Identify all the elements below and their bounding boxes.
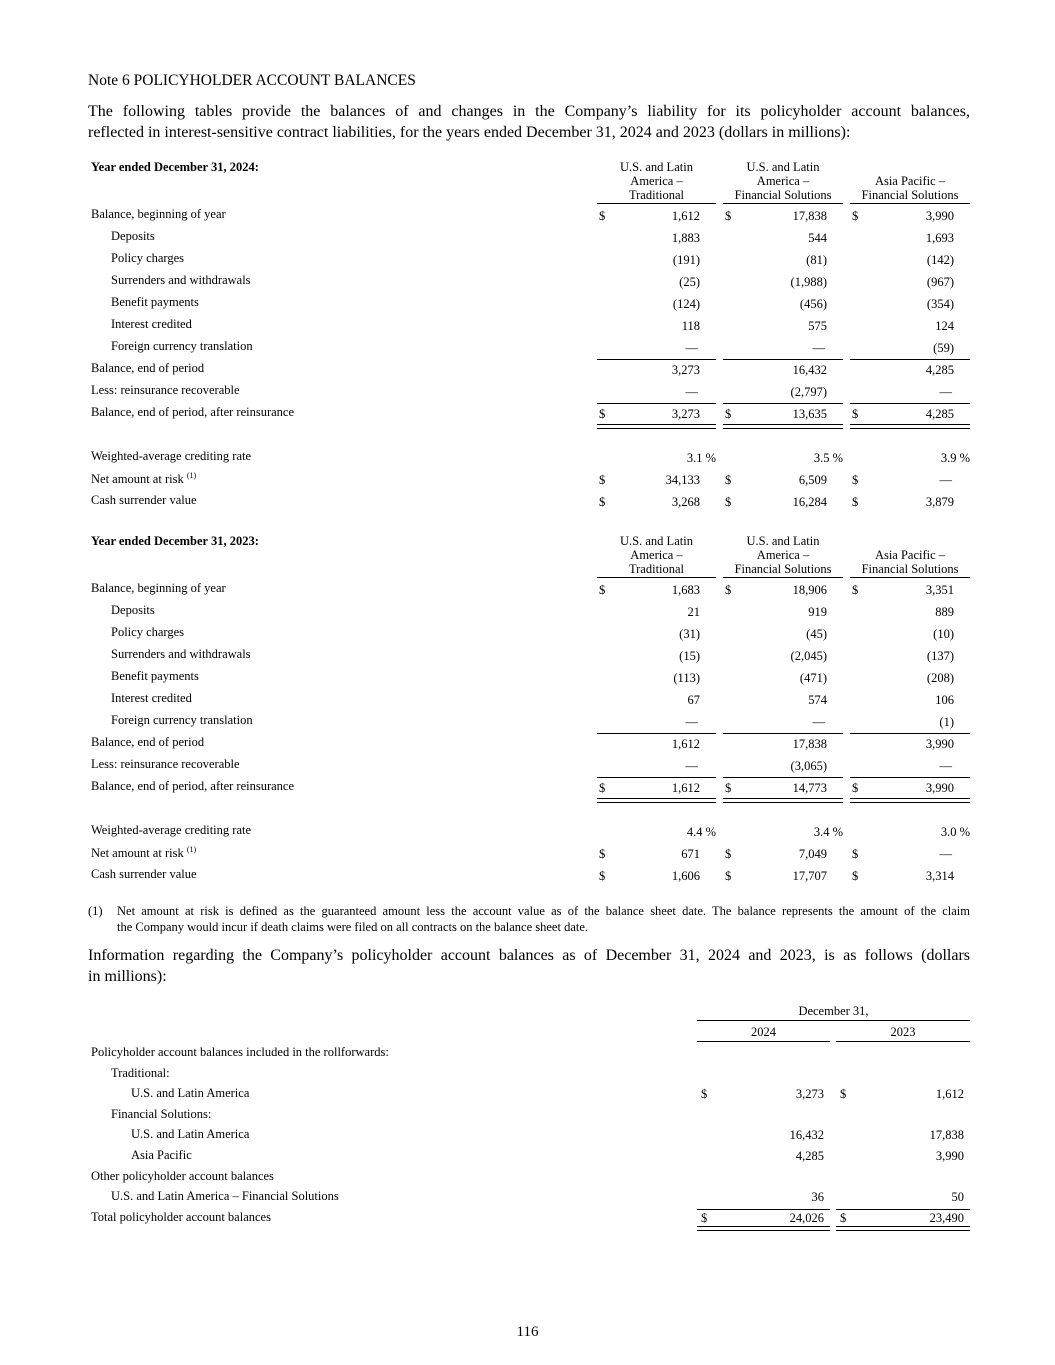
cell-value: 17,838 bbox=[929, 1128, 964, 1142]
cell-value: 1,612 bbox=[671, 209, 700, 223]
col3-header-line: Financial Solutions bbox=[861, 562, 959, 576]
header-underline bbox=[723, 577, 843, 578]
cell-value: 574 bbox=[808, 693, 827, 707]
cell-value: 671 bbox=[681, 847, 700, 861]
summary-row-label: Other policyholder account balances bbox=[91, 1169, 274, 1183]
currency-symbol: $ bbox=[599, 869, 606, 883]
summary-row-label: Total policyholder account balances bbox=[91, 1210, 271, 1224]
subtotal-rule bbox=[836, 1209, 970, 1210]
cell-value: 4.4 % bbox=[686, 825, 716, 839]
summary-row-label: Policyholder account balances included in the rollforwards: bbox=[91, 1045, 389, 1059]
cell-value: 118 bbox=[681, 319, 700, 333]
cell-value: 17,838 bbox=[792, 209, 827, 223]
col2-header-line: America – bbox=[756, 174, 810, 188]
row-label: Less: reinsurance recoverable bbox=[91, 757, 240, 771]
header-underline bbox=[697, 1020, 970, 1021]
table-2024-heading: Year ended December 31, 2024: bbox=[91, 160, 259, 174]
row-label: Benefit payments bbox=[111, 669, 199, 683]
subtotal-rule bbox=[850, 777, 970, 778]
subtotal-rule bbox=[723, 403, 843, 404]
cell-value: — bbox=[685, 715, 698, 729]
footnote-line-1: Net amount at risk is defined as the guaranteed amount less the account value as of the balance sheet date. The balance represents the amount of the claim bbox=[117, 904, 970, 918]
intro-line-1: The following tables provide the balances of and changes in the Company’s liability for its policyholder account balances, bbox=[88, 103, 970, 120]
cell-value: — bbox=[685, 759, 698, 773]
row-label: Policy charges bbox=[111, 251, 185, 265]
stat-label-text: Cash surrender value bbox=[91, 493, 197, 507]
cell-value: (456) bbox=[799, 297, 827, 311]
cell-value: 544 bbox=[808, 231, 827, 245]
cell-value: 3,273 bbox=[671, 407, 700, 421]
cell-value: (31) bbox=[679, 627, 700, 641]
cell-value: 50 bbox=[951, 1190, 964, 1204]
stat-label bbox=[91, 845, 196, 861]
row-label: Less: reinsurance recoverable bbox=[91, 383, 240, 397]
footnote-ref: (1) bbox=[186, 845, 197, 854]
cell-value: (471) bbox=[799, 671, 827, 685]
cell-value: 17,838 bbox=[792, 737, 827, 751]
table-2023-col2-header bbox=[723, 534, 843, 576]
currency-symbol: $ bbox=[852, 407, 859, 421]
col2-header-line: U.S. and Latin bbox=[746, 534, 820, 548]
cell-value: 3,268 bbox=[671, 495, 700, 509]
cell-value: (113) bbox=[673, 671, 700, 685]
cell-value: 4,285 bbox=[925, 363, 954, 377]
total-double-rule bbox=[723, 798, 843, 803]
cell-value: (137) bbox=[926, 649, 954, 663]
cell-value: 3.0 % bbox=[940, 825, 970, 839]
subtotal-rule bbox=[723, 777, 843, 778]
cell-value: — bbox=[939, 385, 952, 399]
row-label: Interest credited bbox=[111, 691, 192, 705]
info-line-2: in millions): bbox=[88, 968, 167, 985]
stat-label-text: Weighted-average crediting rate bbox=[91, 449, 252, 463]
cell-value: (2,797) bbox=[790, 385, 827, 399]
cell-value: 3.5 % bbox=[813, 451, 843, 465]
currency-symbol: $ bbox=[725, 847, 732, 861]
cell-value: 919 bbox=[808, 605, 827, 619]
col3-header-line: Financial Solutions bbox=[861, 188, 959, 202]
row-label: Foreign currency translation bbox=[111, 713, 253, 727]
cell-value: 106 bbox=[935, 693, 954, 707]
col1-header-line: Traditional bbox=[628, 188, 685, 202]
col2-header-line: Financial Solutions bbox=[734, 188, 832, 202]
stat-label bbox=[91, 823, 251, 838]
subtotal-rule bbox=[723, 359, 843, 360]
cell-value: 23,490 bbox=[929, 1211, 964, 1225]
row-label: Foreign currency translation bbox=[111, 339, 253, 353]
cell-value: 34,133 bbox=[665, 473, 700, 487]
currency-symbol: $ bbox=[725, 583, 732, 597]
summary-year-2023: 2023 bbox=[890, 1025, 916, 1039]
note-title: Note 6 POLICYHOLDER ACCOUNT BALANCES bbox=[88, 72, 416, 89]
currency-symbol: $ bbox=[852, 869, 859, 883]
cell-value: 24,026 bbox=[789, 1211, 824, 1225]
cell-value: — bbox=[939, 759, 952, 773]
cell-value: 3.9 % bbox=[940, 451, 970, 465]
summary-year-2024: 2024 bbox=[751, 1025, 776, 1039]
cell-value: 14,773 bbox=[792, 781, 827, 795]
table-2024-col1-header bbox=[597, 160, 716, 202]
currency-symbol: $ bbox=[725, 781, 732, 795]
cell-value: 889 bbox=[935, 605, 954, 619]
cell-value: 17,707 bbox=[792, 869, 827, 883]
col1-header-line: Traditional bbox=[628, 562, 685, 576]
subtotal-rule bbox=[597, 403, 716, 404]
currency-symbol: $ bbox=[725, 495, 732, 509]
header-underline bbox=[723, 203, 843, 204]
cell-value: 18,906 bbox=[792, 583, 827, 597]
currency-symbol: $ bbox=[599, 781, 606, 795]
summary-header: December 31, bbox=[798, 1004, 869, 1018]
row-label: Policy charges bbox=[111, 625, 185, 639]
cell-value: (45) bbox=[806, 627, 827, 641]
currency-symbol: $ bbox=[701, 1211, 708, 1225]
cell-value: 3.4 % bbox=[813, 825, 843, 839]
cell-value: 3,314 bbox=[925, 869, 954, 883]
cell-value: 124 bbox=[935, 319, 954, 333]
row-label: Balance, end of period, after reinsurance bbox=[91, 779, 295, 793]
currency-symbol: $ bbox=[725, 473, 732, 487]
currency-symbol: $ bbox=[599, 583, 606, 597]
cell-value: — bbox=[812, 341, 825, 355]
total-double-rule bbox=[850, 424, 970, 429]
cell-value: (59) bbox=[933, 341, 954, 355]
cell-value: — bbox=[939, 473, 952, 487]
currency-symbol: $ bbox=[599, 407, 606, 421]
total-double-rule bbox=[850, 798, 970, 803]
row-label: Benefit payments bbox=[111, 295, 199, 309]
footnote-line-2: the Company would incur if death claims were filed on all contracts on the balance sheet date. bbox=[117, 920, 589, 934]
cell-value: (124) bbox=[672, 297, 700, 311]
total-double-rule bbox=[697, 1226, 830, 1231]
cell-value: 16,284 bbox=[792, 495, 827, 509]
col2-header-line: Financial Solutions bbox=[734, 562, 832, 576]
currency-symbol: $ bbox=[852, 209, 859, 223]
total-double-rule bbox=[836, 1226, 970, 1231]
header-underline bbox=[850, 577, 970, 578]
cell-value: (142) bbox=[926, 253, 954, 267]
col2-header-line: U.S. and Latin bbox=[746, 160, 820, 174]
stat-label bbox=[91, 867, 197, 882]
cell-value: 16,432 bbox=[789, 1128, 824, 1142]
cell-value: 3,273 bbox=[795, 1087, 824, 1101]
cell-value: (354) bbox=[926, 297, 954, 311]
col1-header-line: America – bbox=[630, 548, 683, 562]
cell-value: 6,509 bbox=[798, 473, 827, 487]
currency-symbol: $ bbox=[599, 847, 606, 861]
cell-value: 1,693 bbox=[925, 231, 954, 245]
summary-row-label: U.S. and Latin America bbox=[131, 1127, 250, 1141]
cell-value: 3,990 bbox=[925, 737, 954, 751]
cell-value: (3,065) bbox=[790, 759, 827, 773]
stat-label-text: Net amount at risk bbox=[91, 472, 184, 486]
cell-value: 3,351 bbox=[925, 583, 954, 597]
col1-header-line: U.S. and Latin bbox=[620, 160, 693, 174]
cell-value: (10) bbox=[933, 627, 954, 641]
cell-value: — bbox=[939, 847, 952, 861]
subtotal-rule bbox=[597, 777, 716, 778]
table-2024-col2-header bbox=[723, 160, 843, 202]
currency-symbol: $ bbox=[725, 209, 732, 223]
header-underline bbox=[850, 203, 970, 204]
stat-label bbox=[91, 471, 196, 487]
intro-paragraph bbox=[88, 101, 970, 143]
cell-value: 3,879 bbox=[925, 495, 954, 509]
col2-header-line: America – bbox=[756, 548, 810, 562]
table-2023-col3-header bbox=[850, 548, 970, 576]
currency-symbol: $ bbox=[852, 473, 859, 487]
cell-value: 4,285 bbox=[795, 1149, 824, 1163]
row-label: Surrenders and withdrawals bbox=[111, 273, 251, 287]
subtotal-rule bbox=[697, 1209, 830, 1210]
subtotal-rule bbox=[597, 733, 716, 734]
subtotal-rule bbox=[723, 733, 843, 734]
header-underline bbox=[836, 1041, 970, 1042]
cell-value: 3,273 bbox=[671, 363, 700, 377]
subtotal-rule bbox=[850, 359, 970, 360]
cell-value: (208) bbox=[926, 671, 954, 685]
summary-row-label: U.S. and Latin America – Financial Solutions bbox=[111, 1189, 339, 1203]
cell-value: 13,635 bbox=[792, 407, 827, 421]
row-label: Deposits bbox=[111, 229, 155, 243]
cell-value: 1,612 bbox=[671, 781, 700, 795]
footnote-marker: (1) bbox=[88, 904, 103, 918]
subtotal-rule bbox=[850, 733, 970, 734]
cell-value: (15) bbox=[679, 649, 700, 663]
page-number: 116 bbox=[516, 1324, 539, 1340]
cell-value: 3,990 bbox=[925, 781, 954, 795]
cell-value: 575 bbox=[808, 319, 827, 333]
header-underline bbox=[697, 1041, 830, 1042]
cell-value: 4,285 bbox=[925, 407, 954, 421]
cell-value: 1,883 bbox=[671, 231, 700, 245]
cell-value: — bbox=[685, 341, 698, 355]
cell-value: (81) bbox=[806, 253, 827, 267]
table-2024-col3-header bbox=[850, 174, 970, 202]
currency-symbol: $ bbox=[725, 869, 732, 883]
row-label: Balance, end of period bbox=[91, 361, 205, 375]
cell-value: — bbox=[685, 385, 698, 399]
summary-row-label: Traditional: bbox=[111, 1066, 170, 1080]
footnote-ref: (1) bbox=[186, 471, 197, 480]
cell-value: (2,045) bbox=[790, 649, 827, 663]
stat-label-text: Cash surrender value bbox=[91, 867, 197, 881]
col1-header-line: America – bbox=[630, 174, 683, 188]
table-2023-col1-header bbox=[597, 534, 716, 576]
total-double-rule bbox=[723, 424, 843, 429]
summary-row-label: U.S. and Latin America bbox=[131, 1086, 250, 1100]
row-label: Balance, beginning of year bbox=[91, 207, 226, 221]
row-label: Balance, end of period bbox=[91, 735, 205, 749]
cell-value: (191) bbox=[672, 253, 700, 267]
info-line-1: Information regarding the Company’s policyholder account balances as of December 31, 2024 and 2023, is as follows (dollars bbox=[88, 947, 970, 964]
cell-value: 16,432 bbox=[792, 363, 827, 377]
subtotal-rule bbox=[850, 403, 970, 404]
cell-value: 1,612 bbox=[671, 737, 700, 751]
cell-value: 3.1 % bbox=[686, 451, 716, 465]
intro-line-2: reflected in interest-sensitive contract liabilities, for the years ended December 31, 2024 and 2023 (dollars in millions): bbox=[88, 124, 851, 141]
stat-label bbox=[91, 493, 197, 508]
col1-header-line: U.S. and Latin bbox=[620, 534, 693, 548]
total-double-rule bbox=[597, 798, 716, 803]
cell-value: 3,990 bbox=[925, 209, 954, 223]
row-label: Interest credited bbox=[111, 317, 192, 331]
cell-value: 67 bbox=[687, 693, 700, 707]
currency-symbol: $ bbox=[852, 583, 859, 597]
stat-label-text: Weighted-average crediting rate bbox=[91, 823, 252, 837]
currency-symbol: $ bbox=[840, 1087, 847, 1101]
col3-header-line: Asia Pacific – bbox=[874, 174, 946, 188]
cell-value: 1,612 bbox=[935, 1087, 964, 1101]
total-double-rule bbox=[597, 424, 716, 429]
row-label: Deposits bbox=[111, 603, 155, 617]
col3-header-line: Asia Pacific – bbox=[874, 548, 946, 562]
row-label: Balance, beginning of year bbox=[91, 581, 226, 595]
subtotal-rule bbox=[597, 359, 716, 360]
cell-value: 36 bbox=[811, 1190, 824, 1204]
header-underline bbox=[597, 203, 716, 204]
cell-value: 1,683 bbox=[671, 583, 700, 597]
currency-symbol: $ bbox=[599, 209, 606, 223]
currency-symbol: $ bbox=[599, 473, 606, 487]
cell-value: 3,990 bbox=[935, 1149, 964, 1163]
cell-value: (25) bbox=[679, 275, 700, 289]
cell-value: (1,988) bbox=[790, 275, 827, 289]
currency-symbol: $ bbox=[852, 847, 859, 861]
currency-symbol: $ bbox=[701, 1087, 708, 1101]
info-paragraph bbox=[88, 945, 970, 987]
cell-value: — bbox=[812, 715, 825, 729]
header-underline bbox=[597, 577, 716, 578]
summary-row-label: Asia Pacific bbox=[131, 1148, 192, 1162]
row-label: Surrenders and withdrawals bbox=[111, 647, 251, 661]
cell-value: (1) bbox=[939, 715, 954, 729]
cell-value: 7,049 bbox=[798, 847, 827, 861]
summary-row-label: Financial Solutions: bbox=[111, 1107, 212, 1121]
row-label: Balance, end of period, after reinsurance bbox=[91, 405, 295, 419]
currency-symbol: $ bbox=[840, 1211, 847, 1225]
cell-value: 21 bbox=[687, 605, 700, 619]
table-2023-heading: Year ended December 31, 2023: bbox=[91, 534, 259, 548]
stat-label-text: Net amount at risk bbox=[91, 846, 184, 860]
currency-symbol: $ bbox=[599, 495, 606, 509]
cell-value: (967) bbox=[926, 275, 954, 289]
cell-value: 1,606 bbox=[671, 869, 700, 883]
currency-symbol: $ bbox=[725, 407, 732, 421]
stat-label bbox=[91, 449, 251, 464]
currency-symbol: $ bbox=[852, 495, 859, 509]
currency-symbol: $ bbox=[852, 781, 859, 795]
